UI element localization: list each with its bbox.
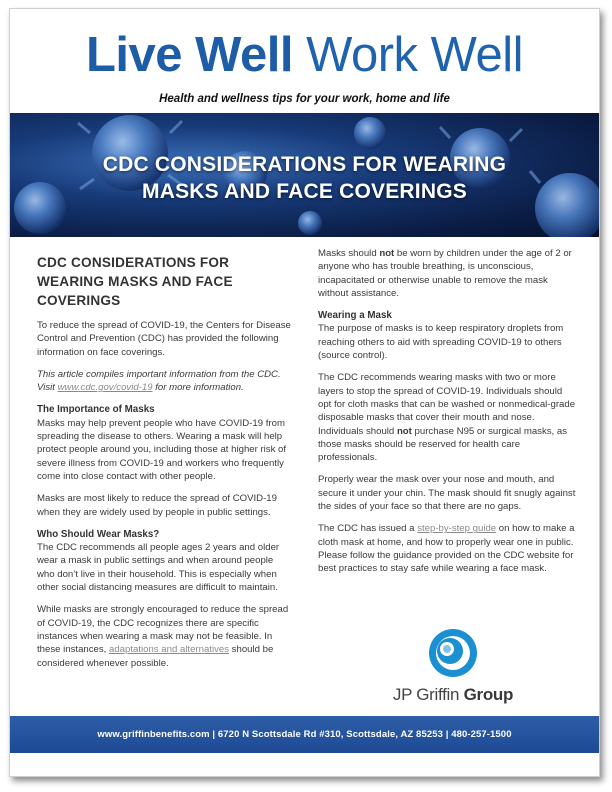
left-column bbox=[37, 247, 292, 679]
right-column bbox=[318, 247, 576, 585]
tagline: Health and wellness tips for your work, home and life bbox=[159, 93, 450, 105]
masthead-title-bold: Live Well bbox=[85, 28, 293, 82]
children-text-end: be worn by children under the age of 2 or anyone who has trouble breathing, is unconscious, incapacitated or otherwise unable to remove the mask without assistance. bbox=[318, 248, 572, 299]
source-note bbox=[37, 368, 292, 395]
who-paragraph-1: The CDC recommends all people ages 2 years and older wear a mask in public settings and when around people who don’t live in their household. This is especially when other social distancing measures are difficult to maintain. bbox=[37, 542, 280, 594]
hero-title-line-1: CDC CONSIDERATIONS FOR WEARING bbox=[102, 153, 507, 176]
wearing-paragraph-2 bbox=[318, 371, 576, 464]
logo-name: JP Griffin bbox=[392, 685, 464, 704]
article-heading: CDC CONSIDERATIONS FOR WEARING MASKS AND FACE COVERINGS bbox=[37, 255, 233, 308]
who-paragraph-2-text: While masks are strongly encouraged to reduce the spread of COVID-19, the CDC recognizes there are specific instances when wearing a mask may not be feasible. In these instances, bbox=[37, 604, 289, 656]
wearing-paragraph-1: The purpose of masks is to keep respiratory droplets from reaching others to aid with spreading COVID-19 to others (source control). bbox=[318, 323, 564, 362]
section-heading-who: Who Should Wear Masks? bbox=[37, 528, 160, 540]
children-paragraph bbox=[318, 247, 576, 300]
section-heading-importance: The Importance of Masks bbox=[37, 404, 155, 416]
cdc-link[interactable]: www.cdc.gov/covid-19 bbox=[57, 382, 153, 394]
wearing-paragraph-3: Properly wear the mask over your nose and mouth, and secure it under your chin. The mask should fit snugly against the sides of your face so that there are no gaps. bbox=[318, 474, 576, 513]
masthead-title-light: Work Well bbox=[306, 28, 524, 82]
hero-title-line-2: MASKS AND FACE COVERINGS bbox=[142, 180, 467, 203]
wearing-paragraph-2-text-end: purchase N95 or surgical masks, as those masks should be reserved for health care professionals. bbox=[318, 425, 568, 464]
wearing-paragraph-4-text-end: on how to make a cloth mask at home, and how to properly wear one in public. Please follow the guidance provided on the CDC website for best practices to stay safe while wearing a face mask. bbox=[318, 523, 575, 575]
step-by-step-guide-link[interactable]: step-by-step guide bbox=[417, 523, 497, 535]
children-text: Masks should bbox=[318, 248, 380, 259]
wearing-paragraph-2-text: The CDC recommends wearing masks with two or more layers to stop the spread of COVID-19. Individuals should opt for cloth masks that can be washed or nonmedical-grade disposable masks that cover their mouth and nose. Individuals should bbox=[318, 372, 576, 437]
source-note-text: This article compiles important information from the CDC. Visit bbox=[37, 368, 281, 394]
masthead-title bbox=[10, 28, 599, 82]
adaptations-link[interactable]: adaptations and alternatives bbox=[109, 644, 230, 656]
footer-contact: www.griffinbenefits.com | 6720 N Scottsdale Rd #310, Scottsdale, AZ 85253 | 480-257-1500 bbox=[97, 729, 512, 740]
wearing-emphasis: not bbox=[396, 425, 412, 437]
logo-name-group: Group bbox=[463, 685, 514, 704]
logo-wordmark bbox=[378, 685, 528, 705]
footer-bar bbox=[10, 716, 599, 753]
intro-paragraph: To reduce the spread of COVID-19, the Centers for Disease Control and Prevention (CDC) has provided the following information on face coverings. bbox=[37, 320, 291, 358]
hero-banner bbox=[10, 113, 599, 237]
source-note-text-end: for more information. bbox=[152, 382, 244, 394]
who-paragraph-2 bbox=[37, 603, 292, 669]
wearing-paragraph-4 bbox=[318, 522, 576, 575]
importance-paragraph-1: Masks may help prevent people who have COVID-19 from spreading the disease to others. Wearing a mask will help protect people around you, including those at higher risk of severe illness from COVID-19 and workers who frequently come into close contact with other people. bbox=[37, 417, 287, 482]
importance-paragraph-2: Masks are most likely to reduce the spread of COVID-19 when they are widely used by people in public settings. bbox=[37, 493, 277, 518]
section-heading-wearing: Wearing a Mask bbox=[318, 310, 392, 322]
document-page bbox=[9, 8, 600, 777]
wearing-paragraph-4-text: The CDC has issued a bbox=[318, 523, 418, 535]
hero-title bbox=[10, 151, 599, 205]
children-emphasis: not bbox=[379, 248, 395, 259]
who-paragraph-2-text-end: should be considered whenever possible. bbox=[37, 644, 274, 669]
